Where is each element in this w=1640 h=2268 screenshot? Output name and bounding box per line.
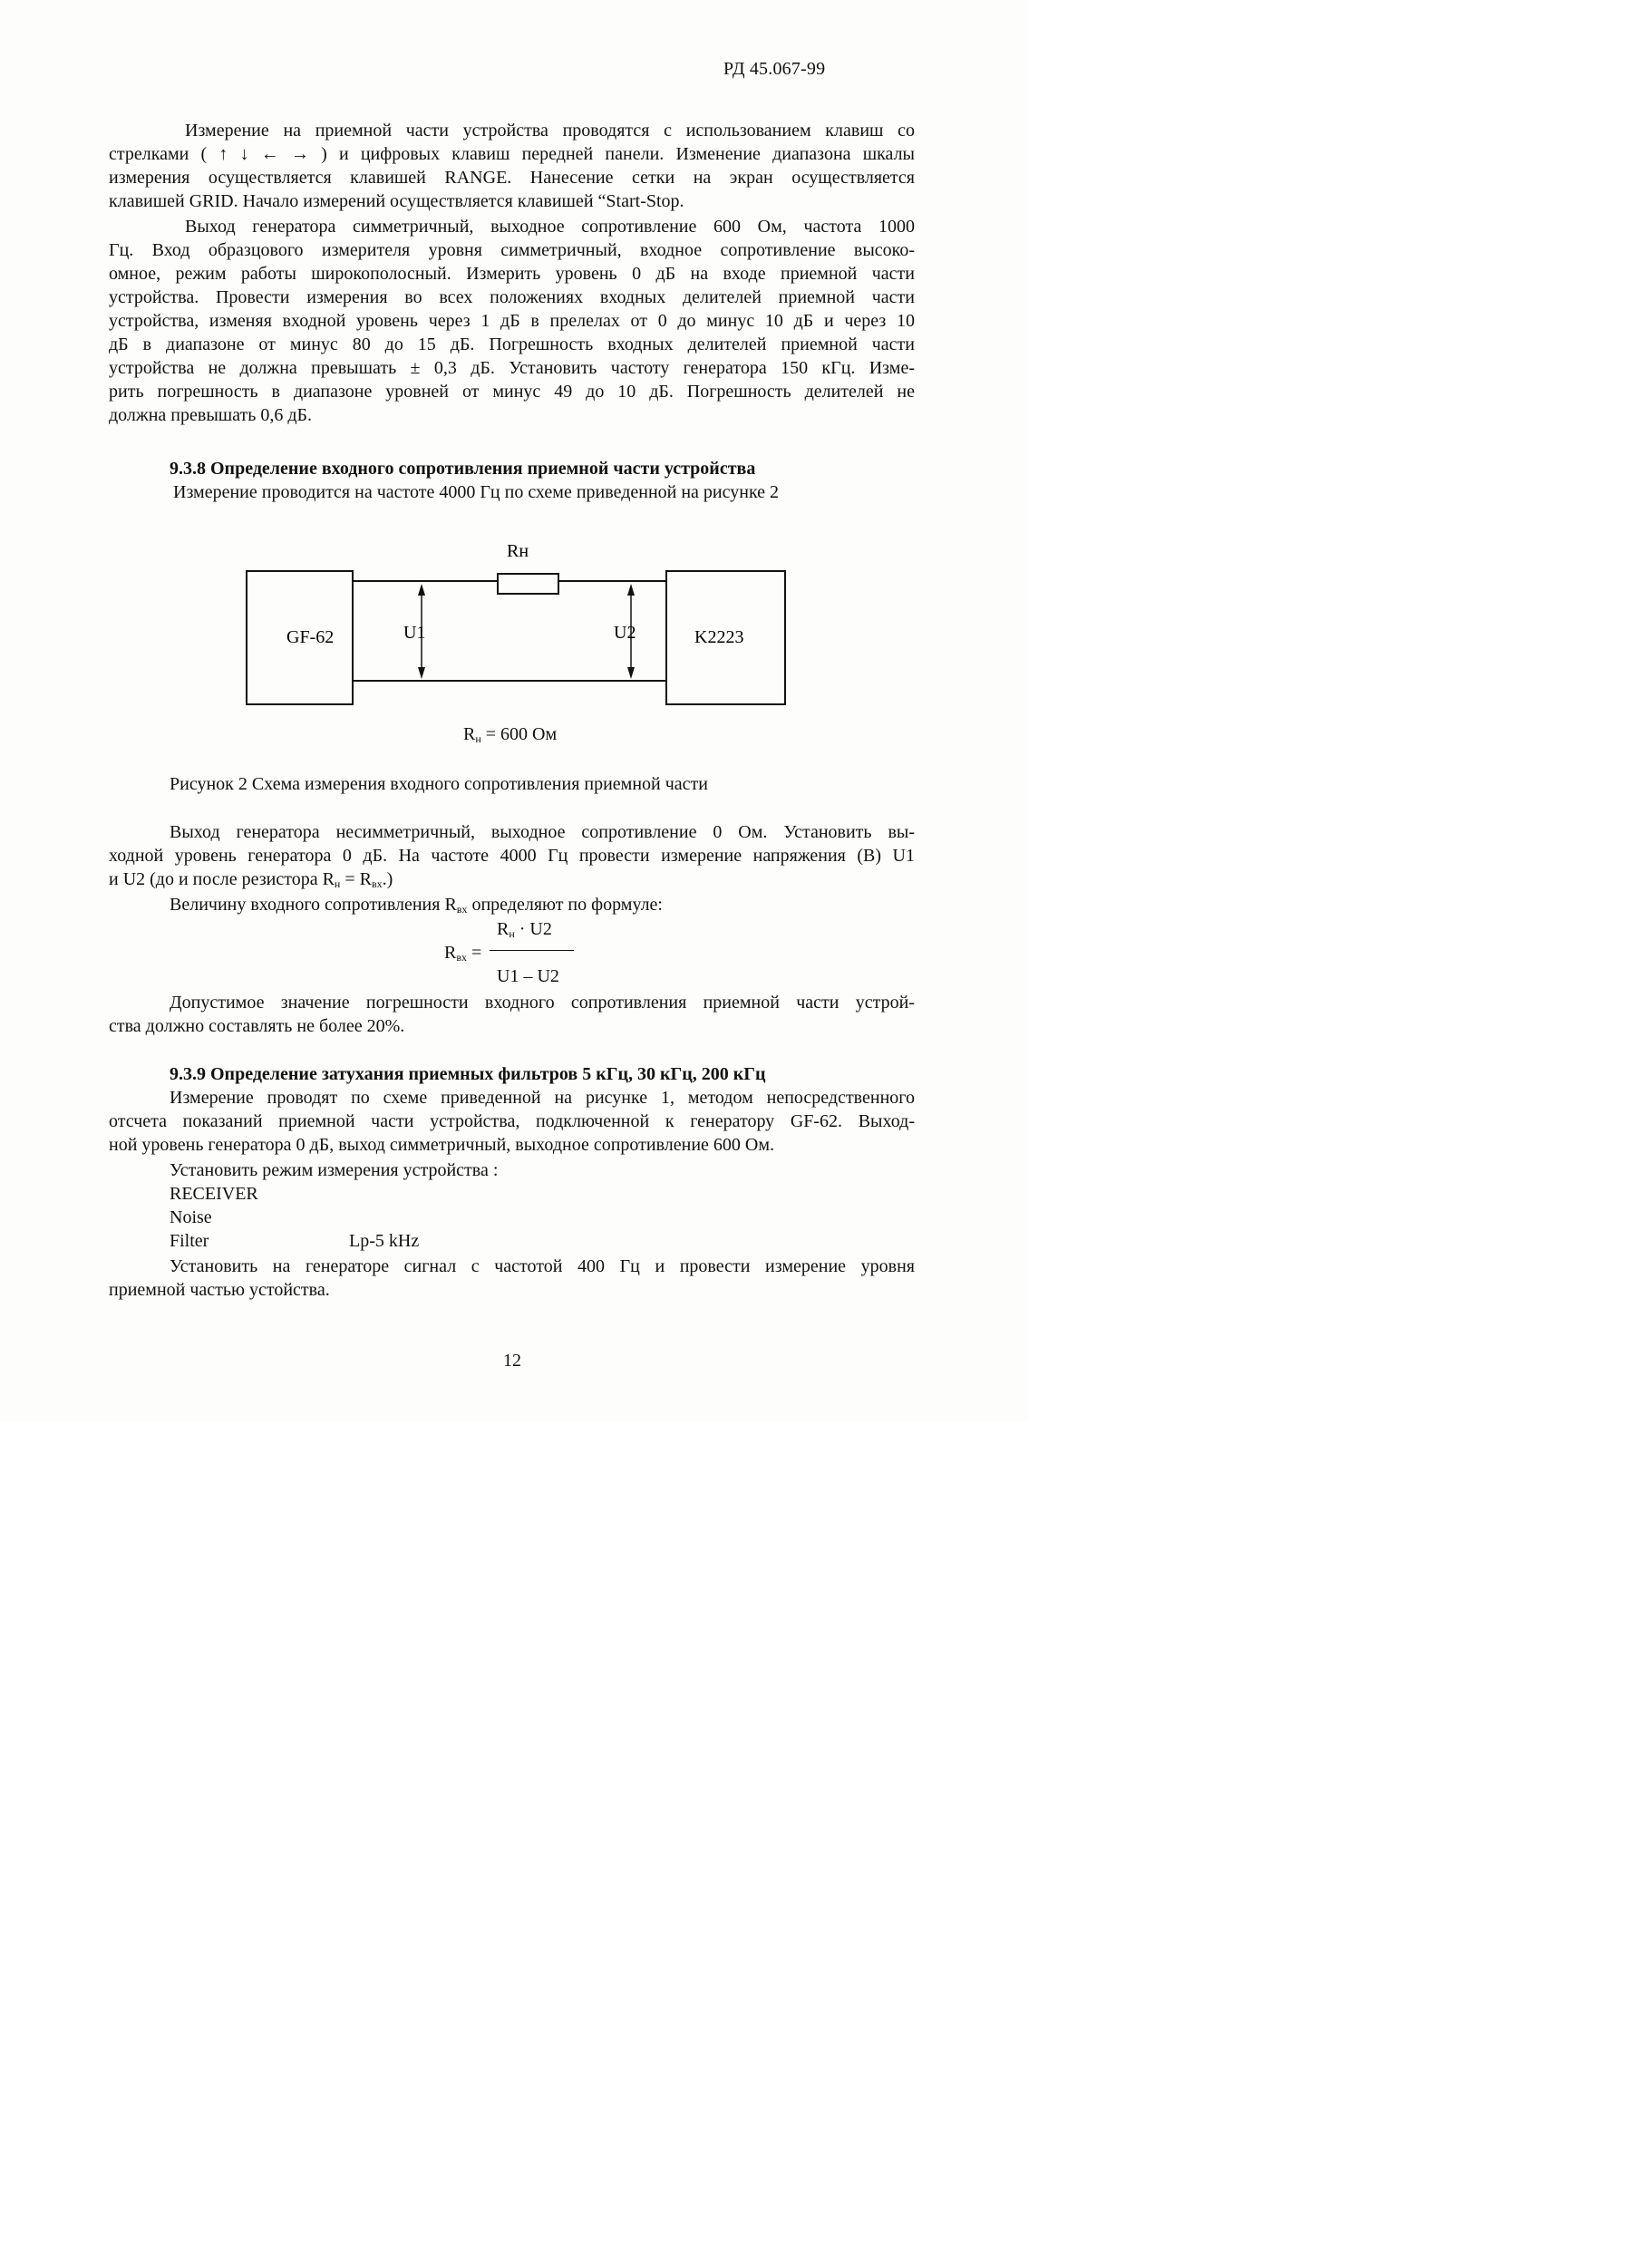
subscript: вх [456, 951, 468, 964]
text-line: омное, режим работы широкополосный. Измерить уровень 0 дБ на входе приемной части [109, 264, 915, 284]
text-line: ства должно составлять не более 20%. [109, 1016, 405, 1036]
text-line: ходной уровень генератора 0 дБ. На частоте 4000 Гц провести измерение напряжения (В) U1 [109, 846, 915, 866]
text-line: стрелками ( ↑ ↓ ← → ) и цифровых клавиш передней панели. Изменение диапазона шкалы [109, 144, 915, 164]
formula-lhs [444, 941, 481, 964]
text-line: Установить на генераторе сигнал с частотой 400 Гц и провести измерение уровня [170, 1256, 915, 1276]
formula-intro [170, 893, 663, 916]
text-fragment: определяют по формуле: [467, 895, 663, 915]
page-number: 12 [503, 1351, 521, 1371]
figure-caption: Рисунок 2 Схема измерения входного сопротивления приемной части [170, 774, 709, 794]
u2-arrow-up-head [627, 584, 635, 596]
measurement-circuit-diagram [241, 535, 789, 707]
u1-arrow-up-head [418, 584, 425, 596]
u2-arrow-down-head [627, 667, 635, 679]
subscript: вх [456, 903, 468, 916]
formula-equals: = [467, 943, 482, 963]
resistor-symbol [498, 574, 558, 594]
text-line: устройства. Провести измерения во всех положениях входных делителей приемной части [109, 287, 915, 307]
text-line: устройства не должна превышать ± 0,3 дБ. Установить частоту генератора 150 кГц. Изме- [109, 358, 915, 378]
text-fragment: Величину входного сопротивления R [170, 895, 457, 915]
section-heading-9-3-9: 9.3.9 Определение затухания приемных фильтров 5 кГц, 30 кГц, 200 кГц [170, 1064, 766, 1084]
text-line: отсчета показаний приемной части устройства, подключенной к генератору GF-62. Выход- [109, 1111, 915, 1131]
text-fragment: и U2 (до и после резистора R [109, 869, 335, 889]
text-line: Выход генератора симметричный, выходное сопротивление 600 Ом, частота 1000 [185, 217, 915, 237]
subscript: н [334, 877, 341, 890]
formula-text: · U2 [514, 919, 552, 939]
resistor-value-label [463, 722, 557, 746]
paragraph-keys [109, 119, 915, 213]
text-line: Измерение проводят по схеме приведенной на рисунке 1, методом непосредственного [170, 1088, 915, 1108]
section-intro-9-3-8: Измерение проводится на частоте 4000 Гц по схеме приведенной на рисунке 2 [173, 482, 780, 502]
text-fragment: = R [340, 869, 372, 889]
text-line: Допустимое значение погрешности входного сопротивления приемной части устрой- [170, 993, 915, 1013]
formula-denominator: U1 – U2 [497, 966, 559, 986]
fraction-bar [490, 950, 574, 951]
text-line: приемной частью устойства. [109, 1280, 330, 1300]
mode-filter-value: Lp-5 kHz [349, 1231, 420, 1251]
resistor-value-symbol: R [463, 724, 476, 744]
mode-receiver: RECEIVER [170, 1184, 258, 1204]
text-line: Измерение на приемной части устройства проводятся с использованием клавиш со [185, 121, 915, 141]
text-line: клавишей GRID. Начало измерений осуществляется клавишей “Start-Stop. [109, 191, 684, 211]
text-line: дБ в диапазоне от минус 80 до 15 дБ. Погрешность входных делителей приемной части [109, 334, 915, 354]
mode-filter-label: Filter [170, 1231, 209, 1251]
text-line: должна превышать 0,6 дБ. [109, 405, 313, 425]
text-line: измерения осуществляется клавишей RANGE. Нанесение сетки на экран осуществляется [109, 168, 915, 188]
resistor-label: Rн [507, 541, 529, 561]
paragraph-generator-output [109, 215, 915, 427]
u2-label: U2 [614, 623, 636, 643]
section-heading-9-3-8: 9.3.8 Определение входного сопротивления приемной части устройства [170, 459, 756, 479]
text-line: ной уровень генератора 0 дБ, выход симметричный, выходное сопротивление 600 Ом. [109, 1135, 775, 1155]
text-line: Выход генератора несимметричный, выходное сопротивление 0 Ом. Установить вы- [170, 822, 915, 842]
mode-noise: Noise [170, 1207, 212, 1227]
subscript: н [509, 927, 515, 940]
document-page [0, 0, 1028, 1421]
paragraph-filter-attenuation [109, 1086, 915, 1157]
u1-label: U1 [403, 623, 426, 643]
formula-numerator [497, 917, 552, 941]
resistor-value-subscript: н [475, 732, 481, 745]
text-fragment: .) [382, 869, 393, 889]
paragraph-voltage-measurement [109, 820, 915, 891]
u1-arrow-down-head [418, 667, 425, 679]
formula-symbol: R [444, 943, 457, 963]
formula-symbol: R [497, 919, 509, 939]
paragraph-tolerance [109, 991, 915, 1038]
document-code-header: РД 45.067-99 [723, 59, 826, 79]
resistor-value-text: = 600 Ом [480, 724, 558, 744]
subscript: вх [371, 877, 383, 890]
paragraph-final-instruction [109, 1255, 915, 1302]
generator-label: GF-62 [286, 627, 335, 647]
text-line [109, 867, 915, 891]
text-line: Гц. Вход образцового измерителя уровня симметричный, входное сопротивление высоко- [109, 240, 915, 260]
meter-label: K2223 [694, 627, 744, 647]
text-line: рить погрешность в диапазоне уровней от минус 49 до 10 дБ. Погрешность делителей не [109, 382, 915, 402]
text-line: устройства, изменяя входной уровень через 1 дБ в прелелах от 0 до минус 10 дБ и через 10 [109, 311, 915, 331]
mode-intro: Установить режим измерения устройства : [170, 1160, 499, 1180]
